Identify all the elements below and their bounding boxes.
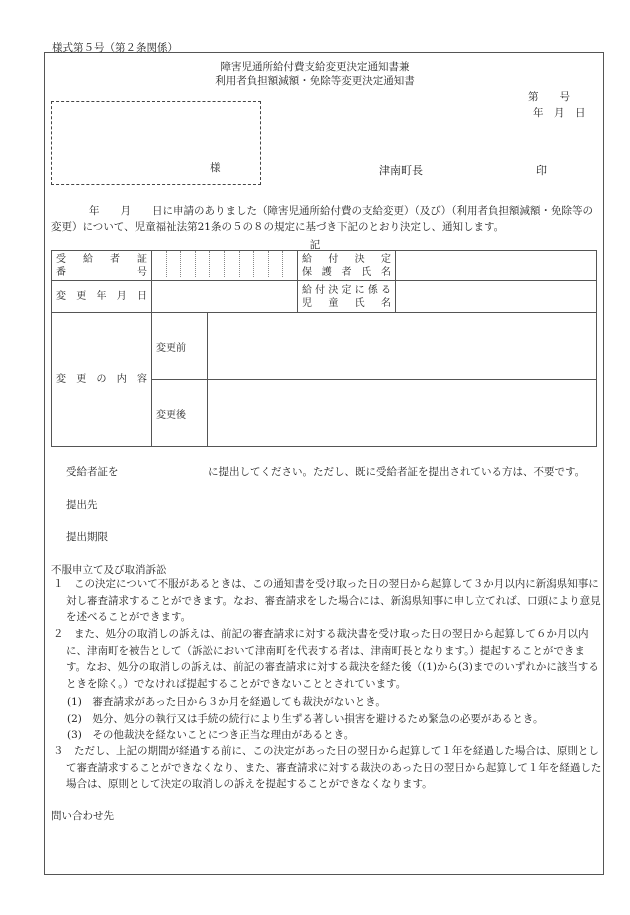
change-date-label: 変更年月日 bbox=[52, 281, 152, 313]
after-cell bbox=[208, 380, 597, 447]
appeal-sub-1: (1) 審査請求があった日から３か月を経過しても裁決がないとき。 bbox=[67, 696, 386, 708]
recipient-number-cell bbox=[152, 251, 298, 281]
before-label: 変更前 bbox=[152, 313, 208, 380]
recipient-number-label: 受給者証 番号 bbox=[52, 251, 152, 281]
change-content-label: 変更の内容 bbox=[52, 313, 152, 447]
seal-mark: 印 bbox=[536, 164, 547, 177]
change-date-cell bbox=[152, 281, 298, 313]
appeal-item-3: ３ ただし、上記の期間が経過する前に、この決定があった日の翌日から起算して１年を経過した場合は、原則として審査請求することができなくなり、また、審査請求に対する裁決のあった日の翌日から起算して１年を経過した場合は、原則として決定の取消しの訴えを提起することができなくなります。 bbox=[53, 745, 602, 790]
notice-suffix: に提出してください。ただし、既に受給者証を提出されている方は、不要です。 bbox=[208, 466, 586, 478]
document-date: 年 月 日 bbox=[533, 107, 586, 119]
details-table bbox=[51, 250, 597, 447]
notice-prefix: 受給者証を bbox=[66, 466, 119, 478]
appeal-sub-3: (3) その他裁決を経ないことにつき正当な理由があるとき。 bbox=[67, 729, 355, 741]
issuer-name: 津南町長 bbox=[379, 164, 423, 177]
guardian-name-label: 給付決定 保護者氏名 bbox=[298, 251, 396, 281]
document-title-line1: 障害児通所給付費支給変更決定通知書兼 bbox=[220, 61, 410, 73]
addressee-honorific: 様 bbox=[210, 162, 221, 174]
child-name-label: 給付決定に係る 児童氏名 bbox=[298, 281, 396, 313]
address-box bbox=[51, 101, 261, 185]
form-number: 様式第５号（第２条関係） bbox=[52, 42, 178, 54]
appeal-heading: 不服申立て及び取消訴訟 bbox=[51, 564, 167, 576]
appeal-sub-2: (2) 処分、処分の執行又は手続の続行により生ずる著しい損害を避けるため緊急の必要があるとき。 bbox=[67, 713, 544, 725]
after-label: 変更後 bbox=[152, 380, 208, 447]
intro-paragraph: 年 月 日に申請のありました（障害児通所給付費の支給変更）（及び）（利用者負担額減額・免除等の変更）について、児童福祉法第21条の５の８の規定に基づき下記のとおり決定し、通知します。 bbox=[51, 205, 593, 233]
guardian-name-cell bbox=[396, 251, 597, 281]
deadline-label: 提出期限 bbox=[66, 531, 108, 543]
appeal-item-2: ２ また、処分の取消しの訴えは、前記の審査請求に対する裁決書を受け取った日の翌日から起算して６か月以内に、津南町を被告として（訴訟において津南町を代表する者は、津南町長となります。）提起することができます。なお、処分の取消しの訴えは、前記の審査請求に対する裁決を経た後（(1)から(3)までのいずれかに該当するときを除く。）でなければ提起することができないこととされています。 bbox=[53, 628, 599, 690]
child-name-cell bbox=[396, 281, 597, 313]
submit-to-label: 提出先 bbox=[66, 499, 98, 511]
document-number: 第 号 bbox=[528, 91, 570, 103]
appeal-item-1: １ この決定について不服があるときは、この通知書を受け取った日の翌日から起算して３か月以内に新潟県知事に対し審査請求することができます。なお、審査請求をした場合には、新潟県知事に申し立てれば、口頭により意見を述べることができます。 bbox=[53, 578, 601, 623]
document-title-line2: 利用者負担額減額・免除等変更決定通知書 bbox=[215, 75, 415, 87]
before-cell bbox=[208, 313, 597, 380]
ki-heading: 記 bbox=[309, 239, 321, 251]
inquiry-label: 問い合わせ先 bbox=[51, 810, 114, 822]
recipient-number-digit-boxes bbox=[152, 251, 297, 280]
